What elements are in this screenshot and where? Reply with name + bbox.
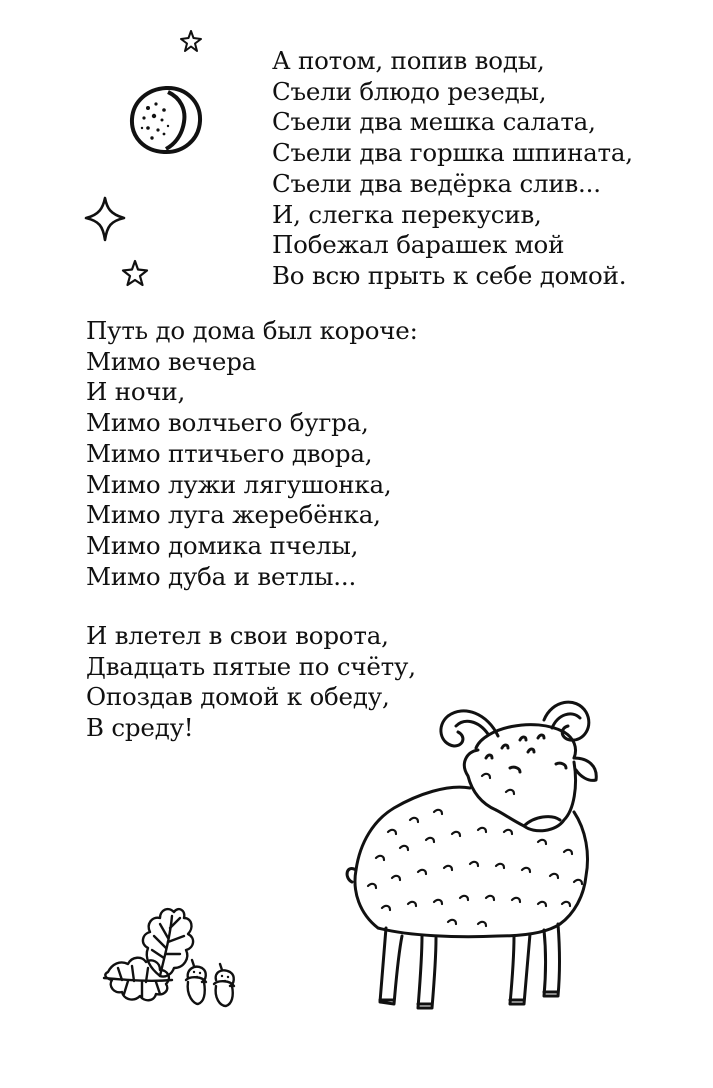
poem-line: Опоздав домой к обеду, bbox=[86, 682, 390, 712]
stanza-2 bbox=[86, 316, 418, 592]
moon-icon bbox=[128, 84, 204, 156]
poem-line: Съели блюдо резеды, bbox=[272, 76, 547, 106]
poem-line: А потом, попив воды, bbox=[272, 46, 545, 75]
poem-line: В среду! bbox=[86, 713, 194, 743]
poem-line: Мимо волчьего бугра, bbox=[86, 408, 369, 438]
ram-illustration bbox=[338, 692, 608, 1022]
poem-line: Съели два ведёрка слив... bbox=[272, 168, 601, 198]
poem-line: Съели два горшка шпината, bbox=[272, 138, 633, 168]
poem-line: Мимо лужи лягушонка, bbox=[86, 469, 392, 499]
poem-line: Мимо домика пчелы, bbox=[86, 530, 359, 560]
poem-line: Побежал барашек мой bbox=[272, 230, 565, 260]
poem-line: Мимо вечера bbox=[86, 346, 257, 376]
poem-line: Мимо птичьего двора, bbox=[86, 438, 373, 468]
poem-line: Мимо луга жеребёнка, bbox=[86, 500, 381, 530]
star-icon bbox=[84, 196, 126, 242]
poem-line: И ночи, bbox=[86, 377, 186, 407]
poem-line: Двадцать пятые по счёту, bbox=[86, 651, 416, 681]
poem-line: Съели два мешка салата, bbox=[272, 107, 596, 137]
stanza-1 bbox=[272, 46, 633, 292]
poem-line: Во всю прыть к себе домой. bbox=[272, 260, 627, 290]
poem-line: Путь до дома был короче: bbox=[86, 316, 418, 345]
star-icon bbox=[180, 30, 202, 52]
poem-line: И влетел в свои ворота, bbox=[86, 621, 389, 650]
oak-leaf-acorn-icon bbox=[98, 898, 248, 1008]
star-icon bbox=[122, 260, 148, 286]
poem-line: Мимо дуба и ветлы... bbox=[86, 561, 357, 591]
poem-line: И, слегка перекусив, bbox=[272, 199, 542, 229]
